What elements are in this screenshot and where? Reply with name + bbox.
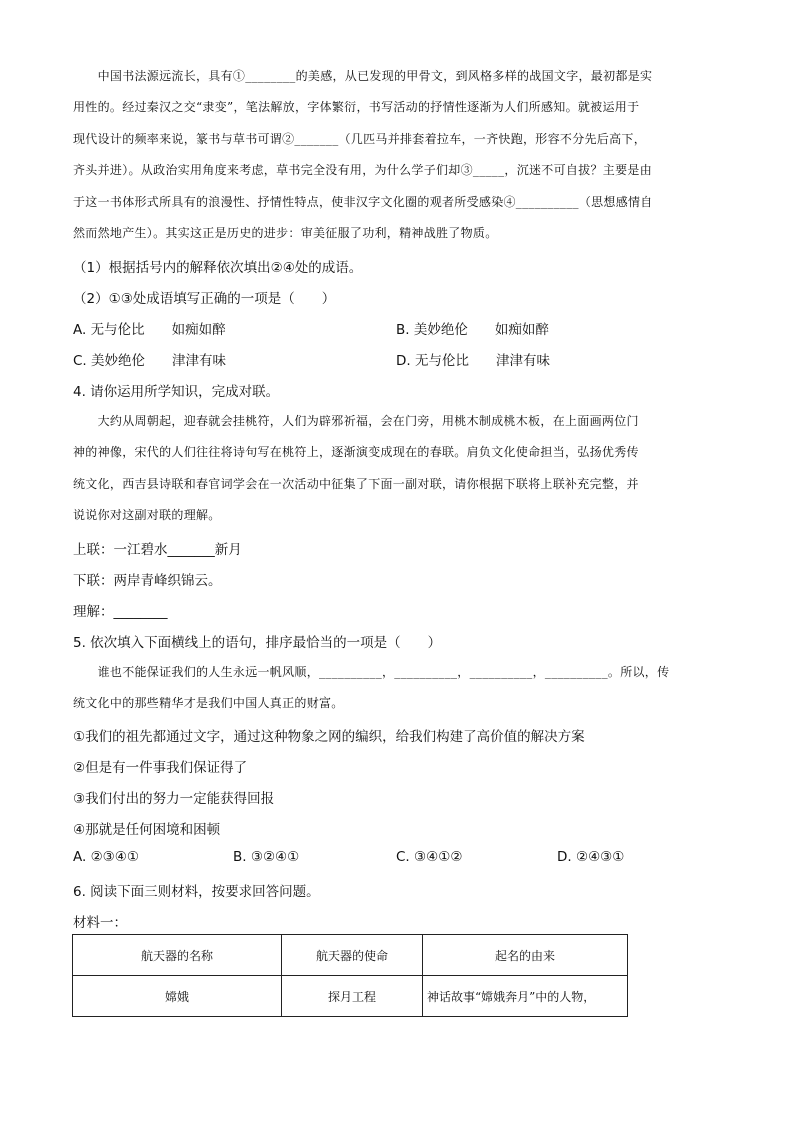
- passage1-line-5: 于这一书体形式所具有的浪漫性、抒情性特点，使非汉字文化圈的观者所受感染④__________（思想感情自: [73, 195, 653, 209]
- passage1-line-4: 齐头并进）。从政治实用角度来考虑，草书完全没有用，为什么学子们却③_____，沉迷不可自拔？主要是由: [73, 163, 653, 177]
- q3-option-c: C. 美妙绝伦 津津有味: [73, 353, 227, 369]
- q5-item-4: ④那就是任何困境和困顿: [73, 822, 221, 838]
- q5-item-3: ③我们付出的努力一定能获得回报: [73, 791, 275, 807]
- table-header-name: 航天器的名称: [73, 935, 282, 976]
- table-cell-name: 嫦娥: [73, 976, 282, 1017]
- q3-option-b: B. 美妙绝伦 如痴如醉: [396, 322, 549, 338]
- spacecraft-table: [72, 934, 628, 1017]
- passage3-line-2: 统文化中的那些精华才是我们中国人真正的财富。: [73, 696, 344, 710]
- passage1-line-3: 现代设计的频率来说，篆书与草书可谓②_______（几匹马并排套着拉车，一齐快跑，形容不分先后高下，: [73, 132, 647, 146]
- question3-sub1: （1）根据括号内的解释依次填出②④处的成语。: [73, 260, 363, 276]
- passage2-line-1: 大约从周朝起，迎春就会挂桃符，人们为辟邪祈福，会在门旁，用桃木制成桃木板，在上面画两位门: [73, 414, 639, 428]
- passage1-line-1: 中国书法源远流长，具有①________的美感，从已发现的甲骨文，到风格多样的战国文字，最初都是实: [73, 69, 653, 83]
- table-header-origin: 起名的由来: [423, 935, 628, 976]
- couplet-upper: 上联：一江碧水_______新月: [73, 542, 242, 558]
- question3-sub2: （2）①③处成语填写正确的一项是（ ）: [73, 291, 336, 307]
- passage1-line-2: 用性的。经过秦汉之交“隶变”，笔法解放，字体繁衍，书写活动的抒情性逐渐为人们所感知。就被运用于: [73, 100, 640, 114]
- q5-option-d: D. ②④③①: [557, 849, 625, 865]
- passage2-line-4: 说说你对这副对联的理解。: [73, 508, 221, 522]
- table-row: [73, 976, 628, 1017]
- question5-title: 5. 依次填入下面横线上的语句，排序最恰当的一项是（ ）: [73, 635, 442, 651]
- q5-option-b: B. ③②④①: [233, 849, 300, 865]
- question6-title: 6. 阅读下面三则材料，按要求回答问题。: [73, 884, 320, 900]
- table-header-row: [73, 935, 628, 976]
- table-cell-origin: 神话故事“嫦娥奔月”中的人物，: [423, 976, 628, 1017]
- passage1-line-6: 然而然地产生）。其实这正是历史的进步：审美征服了功利，精神战胜了物质。: [73, 226, 498, 240]
- understanding-line: 理解：________: [73, 604, 168, 620]
- table-header-mission: 航天器的使命: [282, 935, 423, 976]
- material1-label: 材料一：: [73, 915, 127, 931]
- question4-title: 4. 请你运用所学知识，完成对联。: [73, 384, 280, 400]
- q3-option-d: D. 无与伦比 津津有味: [396, 353, 550, 369]
- table-cell-mission: 探月工程: [282, 976, 423, 1017]
- q5-item-2: ②但是有一件事我们保证得了: [73, 760, 248, 776]
- q5-option-c: C. ③④①②: [396, 849, 463, 865]
- q3-option-a: A. 无与伦比 如痴如醉: [73, 322, 226, 338]
- passage3-line-1: 谁也不能保证我们的人生永远一帆风顺，__________，__________，__________，__________。所以，传: [73, 665, 670, 679]
- passage2-line-3: 统文化，西吉县诗联和春官词学会在一次活动中征集了下面一副对联，请你根据下联将上联补充完整，并: [73, 477, 639, 491]
- passage2-line-2: 神的神像，宋代的人们往往将诗句写在桃符上，逐渐演变成现在的春联。肩负文化使命担当，弘扬优秀传: [73, 445, 639, 459]
- q5-item-1: ①我们的祖先都通过文字，通过这种物象之网的编织，给我们构建了高价值的解决方案: [73, 729, 585, 745]
- couplet-lower: 下联：两岸青峰织锦云。: [73, 573, 222, 589]
- q5-option-a: A. ②③④①: [73, 849, 139, 865]
